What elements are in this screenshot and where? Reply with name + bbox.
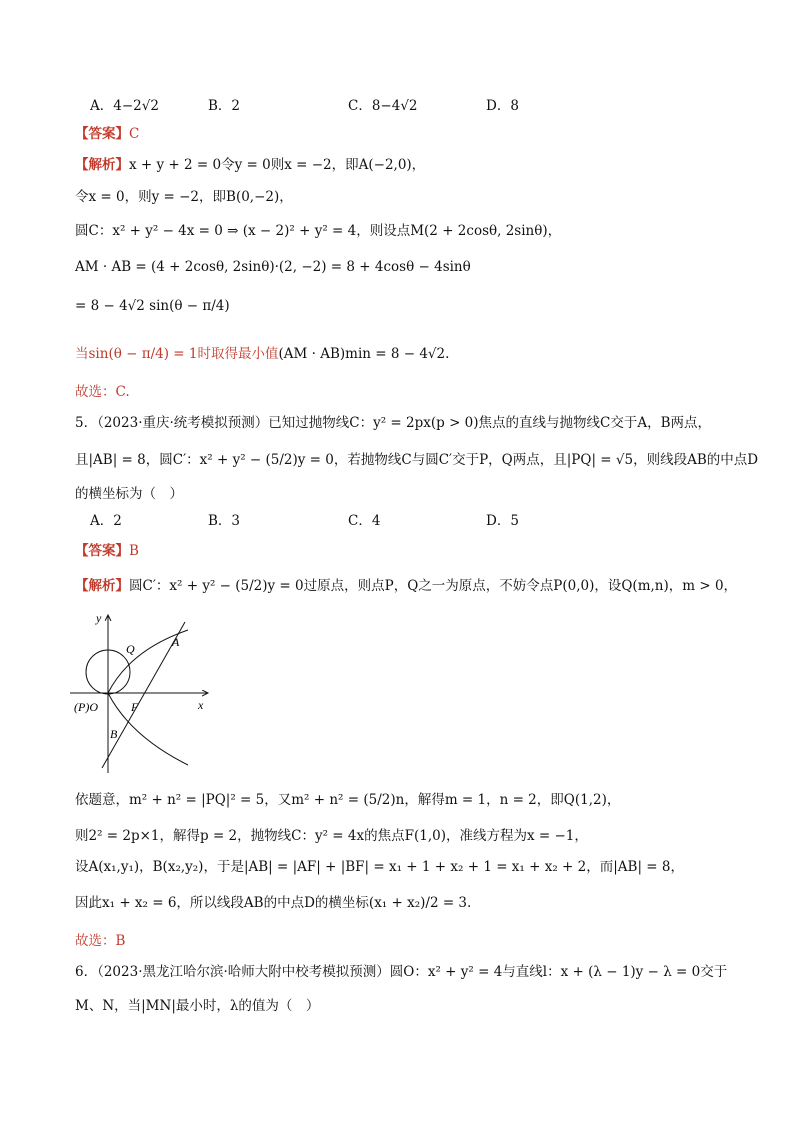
label-f: F [131,700,139,714]
q5-conclusion: 故选：B [75,933,126,949]
q5-stem-line-2: 且|AB| = 8，圆C′：x² + y² − (5/2)y = 0，若抛物线C与圆C′交于P，Q两点，且|PQ| = √5，则线段AB的中点D [75,452,759,468]
q4-solution-line-4: AM · AB = (4 + 2cosθ, 2sinθ)·(2, −2) = 8 + 4cosθ − 4sinθ [75,259,471,275]
label-x: x [198,698,204,712]
q5-choice-a: A．2 [90,513,122,529]
q5-stem-line-1: 5．（2023·重庆·统考模拟预测）已知过抛物线C：y² = 2px(p > 0)焦点的直线与抛物线C交于A，B两点， [75,415,712,431]
q5-solution-line-3: 则2² = 2p×1，解得p = 2，抛物线C：y² = 4x的焦点F(1,0)，准线方程为x = −1， [75,828,588,844]
q4-sol1: x + y + 2 = 0令y = 0则x = −2，即A(−2,0)， [129,157,426,173]
label-y: y [96,611,102,625]
analysis-label: 【解析】 [75,578,129,594]
q4-choice-b: B．2 [208,98,241,114]
q5-choice-d: D．5 [486,513,519,529]
analysis-label: 【解析】 [75,157,129,173]
label-a: A [172,635,180,649]
q4-sol6-result: (AM · AB)min = 8 − 4√2. [278,346,450,362]
q5-solution-line-5: 因此x₁ + x₂ = 6，所以线段AB的中点D的横坐标(x₁ + x₂)/2 = 3. [75,895,472,911]
q4-answer [75,124,139,144]
parabola-circle-figure [70,610,220,775]
q4-solution-line-5: = 8 − 4√2 sin(θ − π/4) [75,298,230,314]
q5-answer [75,541,139,561]
q5-sol1: 圆C′：x² + y² − (5/2)y = 0过原点，则点P，Q之一为原点，不妨令点P(0,0)，设Q(m,n)，m > 0， [129,578,738,594]
q4-choice-a: A．4−2√2 [90,98,159,114]
q6-stem-line-2: M、N，当|MN|最小时，λ的值为（ ） [75,998,320,1014]
q4-solution-line-2: 令x = 0，则y = −2，即B(0,−2)， [75,189,293,205]
q4-sol6-condition: 当sin(θ − π/4) = 1时取得最小值 [75,346,279,362]
label-origin: (P)O [74,700,98,714]
q5-solution-line-4: 设A(x₁,y₁)，B(x₂,y₂)，于是|AB| = |AF| + |BF| = x₁ + 1 + x₂ + 1 = x₁ + x₂ + 2，而|AB| = 8， [75,859,684,875]
q4-solution-line-3: 圆C：x² + y² − 4x = 0 ⇒ (x − 2)² + y² = 4，则设点M(2 + 2cosθ, 2sinθ)， [75,223,562,239]
q5-solution-line-2: 依题意，m² + n² = |PQ|² = 5，又m² + n² = (5/2)n，解得m = 1，n = 2，即Q(1,2)， [75,792,621,808]
label-q: Q [126,642,135,656]
q5-stem-line-3: 的横坐标为（ ） [75,486,183,502]
q5-choice-c: C．4 [348,513,381,529]
q5-choice-b: B．3 [208,513,241,529]
q4-choice-d: D．8 [486,98,519,114]
q4-solution-line-6 [75,344,449,364]
q4-solution-line-1 [75,155,425,175]
q5-solution-line-1 [75,576,737,596]
answer-label: 【答案】 [75,543,129,559]
parabola-c [108,630,188,765]
q6-stem-line-1: 6．（2023·黑龙江哈尔滨·哈师大附中校考模拟预测）圆O：x² + y² = 4与直线l：x + (λ − 1)y − λ = 0交于 [75,964,728,980]
answer-label: 【答案】 [75,126,129,142]
answer-value: C [129,126,140,142]
q4-choice-c: C．8−4√2 [348,98,418,114]
label-b: B [110,727,118,741]
answer-value: B [129,543,139,559]
q4-conclusion: 故选：C. [75,384,130,400]
